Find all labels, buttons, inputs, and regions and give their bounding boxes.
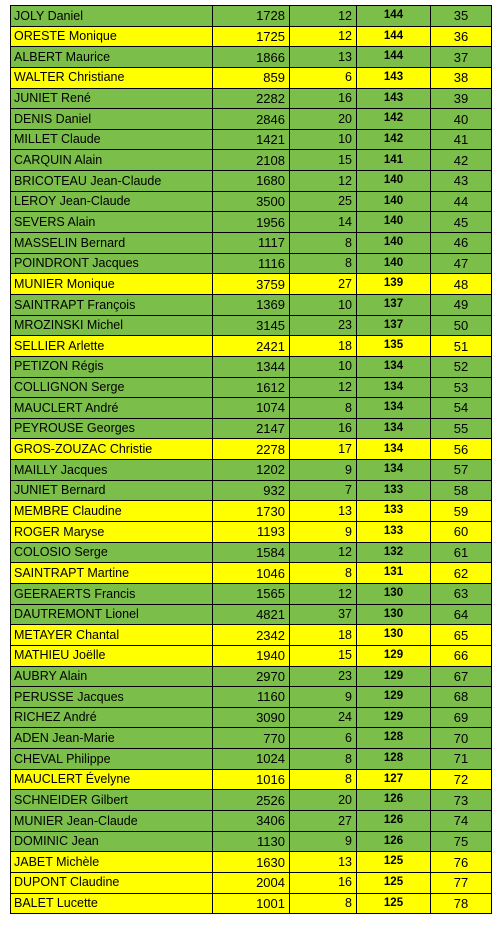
player-name-cell: ROGER Maryse [11, 522, 213, 543]
player-name-cell: COLOSIO Serge [11, 542, 213, 563]
games-count-cell: 13 [290, 852, 357, 873]
table-row [11, 707, 492, 728]
table-row [11, 893, 492, 914]
rank-cell: 45 [431, 212, 492, 233]
player-name-cell: MILLET Claude [11, 129, 213, 150]
table-row [11, 191, 492, 212]
table-row [11, 501, 492, 522]
table-row [11, 377, 492, 398]
games-count-cell: 8 [290, 398, 357, 419]
rank-cell: 60 [431, 522, 492, 543]
total-pins-cell: 1725 [213, 26, 290, 47]
average-cell: 144 [357, 47, 431, 68]
games-count-cell: 17 [290, 439, 357, 460]
player-name-cell: POINDRONT Jacques [11, 253, 213, 274]
player-name-cell: JABET Michèle [11, 852, 213, 873]
table-row [11, 439, 492, 460]
total-pins-cell: 2278 [213, 439, 290, 460]
player-name-cell: SAINTRAPT Martine [11, 563, 213, 584]
rank-cell: 50 [431, 315, 492, 336]
player-name-cell: MUNIER Jean-Claude [11, 810, 213, 831]
games-count-cell: 13 [290, 501, 357, 522]
games-count-cell: 8 [290, 563, 357, 584]
rank-cell: 51 [431, 336, 492, 357]
games-count-cell: 12 [290, 377, 357, 398]
table-row [11, 356, 492, 377]
rank-cell: 71 [431, 749, 492, 770]
average-cell: 140 [357, 233, 431, 254]
rank-cell: 46 [431, 233, 492, 254]
average-cell: 134 [357, 439, 431, 460]
table-row [11, 542, 492, 563]
rank-cell: 41 [431, 129, 492, 150]
rank-cell: 78 [431, 893, 492, 914]
player-name-cell: SCHNEIDER Gilbert [11, 790, 213, 811]
games-count-cell: 27 [290, 274, 357, 295]
average-cell: 129 [357, 645, 431, 666]
average-cell: 134 [357, 377, 431, 398]
player-name-cell: SEVERS Alain [11, 212, 213, 233]
table-row [11, 294, 492, 315]
table-row [11, 398, 492, 419]
total-pins-cell: 770 [213, 728, 290, 749]
total-pins-cell: 2108 [213, 150, 290, 171]
table-row [11, 604, 492, 625]
rank-cell: 56 [431, 439, 492, 460]
rank-cell: 76 [431, 852, 492, 873]
total-pins-cell: 3759 [213, 274, 290, 295]
player-name-cell: DOMINIC Jean [11, 831, 213, 852]
table-row [11, 728, 492, 749]
rank-cell: 53 [431, 377, 492, 398]
player-name-cell: PEYROUSE Georges [11, 418, 213, 439]
player-name-cell: CHEVAL Philippe [11, 749, 213, 770]
table-row [11, 253, 492, 274]
total-pins-cell: 1730 [213, 501, 290, 522]
player-name-cell: METAYER Chantal [11, 625, 213, 646]
average-cell: 144 [357, 6, 431, 27]
rank-cell: 44 [431, 191, 492, 212]
games-count-cell: 16 [290, 88, 357, 109]
total-pins-cell: 1074 [213, 398, 290, 419]
rank-cell: 63 [431, 583, 492, 604]
rank-cell: 57 [431, 460, 492, 481]
total-pins-cell: 1160 [213, 687, 290, 708]
average-cell: 130 [357, 604, 431, 625]
average-cell: 133 [357, 522, 431, 543]
player-name-cell: MAILLY Jacques [11, 460, 213, 481]
average-cell: 135 [357, 336, 431, 357]
rank-cell: 47 [431, 253, 492, 274]
games-count-cell: 9 [290, 687, 357, 708]
rank-cell: 77 [431, 872, 492, 893]
total-pins-cell: 2342 [213, 625, 290, 646]
total-pins-cell: 1117 [213, 233, 290, 254]
average-cell: 137 [357, 315, 431, 336]
table-row [11, 666, 492, 687]
games-count-cell: 9 [290, 522, 357, 543]
player-name-cell: ORESTE Monique [11, 26, 213, 47]
games-count-cell: 6 [290, 728, 357, 749]
total-pins-cell: 1565 [213, 583, 290, 604]
rank-cell: 40 [431, 109, 492, 130]
games-count-cell: 24 [290, 707, 357, 728]
games-count-cell: 23 [290, 666, 357, 687]
table-row [11, 6, 492, 27]
games-count-cell: 16 [290, 418, 357, 439]
average-cell: 126 [357, 790, 431, 811]
total-pins-cell: 3500 [213, 191, 290, 212]
games-count-cell: 25 [290, 191, 357, 212]
table-row [11, 47, 492, 68]
average-cell: 129 [357, 666, 431, 687]
player-name-cell: MASSELIN Bernard [11, 233, 213, 254]
total-pins-cell: 3406 [213, 810, 290, 831]
table-row [11, 645, 492, 666]
table-row [11, 336, 492, 357]
rank-cell: 49 [431, 294, 492, 315]
total-pins-cell: 1046 [213, 563, 290, 584]
average-cell: 125 [357, 852, 431, 873]
rank-cell: 37 [431, 47, 492, 68]
average-cell: 131 [357, 563, 431, 584]
games-count-cell: 14 [290, 212, 357, 233]
total-pins-cell: 1001 [213, 893, 290, 914]
total-pins-cell: 2970 [213, 666, 290, 687]
table-row [11, 26, 492, 47]
table-row [11, 522, 492, 543]
player-name-cell: MUNIER Monique [11, 274, 213, 295]
player-name-cell: DAUTREMONT Lionel [11, 604, 213, 625]
rank-cell: 62 [431, 563, 492, 584]
player-name-cell: MAUCLERT Évelyne [11, 769, 213, 790]
games-count-cell: 15 [290, 150, 357, 171]
table-row [11, 583, 492, 604]
games-count-cell: 27 [290, 810, 357, 831]
table-row [11, 418, 492, 439]
table-row [11, 460, 492, 481]
games-count-cell: 13 [290, 47, 357, 68]
games-count-cell: 15 [290, 645, 357, 666]
total-pins-cell: 2846 [213, 109, 290, 130]
rank-cell: 35 [431, 6, 492, 27]
player-name-cell: MAUCLERT André [11, 398, 213, 419]
total-pins-cell: 1421 [213, 129, 290, 150]
player-name-cell: AUBRY Alain [11, 666, 213, 687]
rank-cell: 42 [431, 150, 492, 171]
games-count-cell: 37 [290, 604, 357, 625]
average-cell: 142 [357, 109, 431, 130]
table-row [11, 480, 492, 501]
rank-cell: 39 [431, 88, 492, 109]
total-pins-cell: 3090 [213, 707, 290, 728]
table-row [11, 233, 492, 254]
table-row [11, 852, 492, 873]
games-count-cell: 8 [290, 233, 357, 254]
player-name-cell: SELLIER Arlette [11, 336, 213, 357]
total-pins-cell: 2004 [213, 872, 290, 893]
average-cell: 133 [357, 480, 431, 501]
player-name-cell: LEROY Jean-Claude [11, 191, 213, 212]
games-count-cell: 6 [290, 67, 357, 88]
total-pins-cell: 2421 [213, 336, 290, 357]
games-count-cell: 12 [290, 583, 357, 604]
rank-cell: 36 [431, 26, 492, 47]
rank-cell: 59 [431, 501, 492, 522]
average-cell: 140 [357, 212, 431, 233]
total-pins-cell: 2147 [213, 418, 290, 439]
total-pins-cell: 1728 [213, 6, 290, 27]
rank-cell: 55 [431, 418, 492, 439]
table-row [11, 274, 492, 295]
total-pins-cell: 1940 [213, 645, 290, 666]
rank-cell: 73 [431, 790, 492, 811]
player-name-cell: PERUSSE Jacques [11, 687, 213, 708]
rank-cell: 69 [431, 707, 492, 728]
player-name-cell: ADEN Jean-Marie [11, 728, 213, 749]
rank-cell: 70 [431, 728, 492, 749]
average-cell: 143 [357, 88, 431, 109]
rank-cell: 58 [431, 480, 492, 501]
average-cell: 133 [357, 501, 431, 522]
average-cell: 130 [357, 625, 431, 646]
table-row [11, 563, 492, 584]
player-name-cell: GROS-ZOUZAC Christie [11, 439, 213, 460]
total-pins-cell: 1630 [213, 852, 290, 873]
table-row [11, 212, 492, 233]
average-cell: 134 [357, 356, 431, 377]
player-name-cell: SAINTRAPT François [11, 294, 213, 315]
table-row [11, 67, 492, 88]
player-name-cell: MATHIEU Joëlle [11, 645, 213, 666]
player-name-cell: ALBERT Maurice [11, 47, 213, 68]
rank-cell: 38 [431, 67, 492, 88]
average-cell: 142 [357, 129, 431, 150]
total-pins-cell: 1680 [213, 171, 290, 192]
player-name-cell: COLLIGNON Serge [11, 377, 213, 398]
games-count-cell: 7 [290, 480, 357, 501]
total-pins-cell: 1369 [213, 294, 290, 315]
average-cell: 129 [357, 687, 431, 708]
average-cell: 127 [357, 769, 431, 790]
player-name-cell: WALTER Christiane [11, 67, 213, 88]
average-cell: 141 [357, 150, 431, 171]
games-count-cell: 16 [290, 872, 357, 893]
table-row [11, 872, 492, 893]
rank-cell: 43 [431, 171, 492, 192]
total-pins-cell: 2282 [213, 88, 290, 109]
player-name-cell: DENIS Daniel [11, 109, 213, 130]
total-pins-cell: 1202 [213, 460, 290, 481]
total-pins-cell: 4821 [213, 604, 290, 625]
rank-cell: 72 [431, 769, 492, 790]
table-row [11, 109, 492, 130]
rank-cell: 68 [431, 687, 492, 708]
average-cell: 137 [357, 294, 431, 315]
games-count-cell: 12 [290, 171, 357, 192]
average-cell: 140 [357, 253, 431, 274]
average-cell: 125 [357, 872, 431, 893]
total-pins-cell: 859 [213, 67, 290, 88]
games-count-cell: 8 [290, 769, 357, 790]
ranking-table-body [11, 6, 492, 914]
average-cell: 129 [357, 707, 431, 728]
table-row [11, 749, 492, 770]
player-name-cell: BALET Lucette [11, 893, 213, 914]
average-cell: 126 [357, 810, 431, 831]
average-cell: 140 [357, 191, 431, 212]
rank-cell: 65 [431, 625, 492, 646]
average-cell: 140 [357, 171, 431, 192]
games-count-cell: 8 [290, 253, 357, 274]
player-name-cell: JOLY Daniel [11, 6, 213, 27]
total-pins-cell: 2526 [213, 790, 290, 811]
games-count-cell: 8 [290, 749, 357, 770]
player-name-cell: MEMBRE Claudine [11, 501, 213, 522]
games-count-cell: 10 [290, 356, 357, 377]
player-name-cell: MROZINSKI Michel [11, 315, 213, 336]
rank-cell: 75 [431, 831, 492, 852]
player-name-cell: JUNIET René [11, 88, 213, 109]
total-pins-cell: 1956 [213, 212, 290, 233]
games-count-cell: 23 [290, 315, 357, 336]
total-pins-cell: 1116 [213, 253, 290, 274]
table-row [11, 129, 492, 150]
average-cell: 130 [357, 583, 431, 604]
average-cell: 132 [357, 542, 431, 563]
table-row [11, 315, 492, 336]
total-pins-cell: 1866 [213, 47, 290, 68]
average-cell: 134 [357, 418, 431, 439]
player-name-cell: DUPONT Claudine [11, 872, 213, 893]
average-cell: 125 [357, 893, 431, 914]
total-pins-cell: 1130 [213, 831, 290, 852]
player-name-cell: JUNIET Bernard [11, 480, 213, 501]
games-count-cell: 10 [290, 129, 357, 150]
table-row [11, 831, 492, 852]
rank-cell: 66 [431, 645, 492, 666]
average-cell: 143 [357, 67, 431, 88]
average-cell: 126 [357, 831, 431, 852]
total-pins-cell: 932 [213, 480, 290, 501]
total-pins-cell: 1344 [213, 356, 290, 377]
table-row [11, 171, 492, 192]
games-count-cell: 20 [290, 790, 357, 811]
table-row [11, 150, 492, 171]
rank-cell: 61 [431, 542, 492, 563]
total-pins-cell: 1584 [213, 542, 290, 563]
table-row [11, 88, 492, 109]
player-name-cell: RICHEZ André [11, 707, 213, 728]
rank-cell: 52 [431, 356, 492, 377]
games-count-cell: 8 [290, 893, 357, 914]
games-count-cell: 9 [290, 460, 357, 481]
games-count-cell: 18 [290, 336, 357, 357]
games-count-cell: 20 [290, 109, 357, 130]
table-row [11, 625, 492, 646]
average-cell: 134 [357, 398, 431, 419]
table-row [11, 687, 492, 708]
games-count-cell: 12 [290, 6, 357, 27]
total-pins-cell: 1612 [213, 377, 290, 398]
average-cell: 128 [357, 749, 431, 770]
player-name-cell: GEERAERTS Francis [11, 583, 213, 604]
average-cell: 134 [357, 460, 431, 481]
rank-cell: 54 [431, 398, 492, 419]
rank-cell: 48 [431, 274, 492, 295]
total-pins-cell: 1016 [213, 769, 290, 790]
total-pins-cell: 1024 [213, 749, 290, 770]
ranking-table [10, 5, 492, 914]
table-row [11, 769, 492, 790]
games-count-cell: 10 [290, 294, 357, 315]
table-row [11, 810, 492, 831]
games-count-cell: 9 [290, 831, 357, 852]
total-pins-cell: 3145 [213, 315, 290, 336]
games-count-cell: 12 [290, 542, 357, 563]
games-count-cell: 12 [290, 26, 357, 47]
games-count-cell: 18 [290, 625, 357, 646]
rank-cell: 64 [431, 604, 492, 625]
total-pins-cell: 1193 [213, 522, 290, 543]
player-name-cell: BRICOTEAU Jean-Claude [11, 171, 213, 192]
rank-cell: 74 [431, 810, 492, 831]
average-cell: 139 [357, 274, 431, 295]
rank-cell: 67 [431, 666, 492, 687]
average-cell: 128 [357, 728, 431, 749]
table-row [11, 790, 492, 811]
player-name-cell: CARQUIN Alain [11, 150, 213, 171]
player-name-cell: PETIZON Régis [11, 356, 213, 377]
average-cell: 144 [357, 26, 431, 47]
